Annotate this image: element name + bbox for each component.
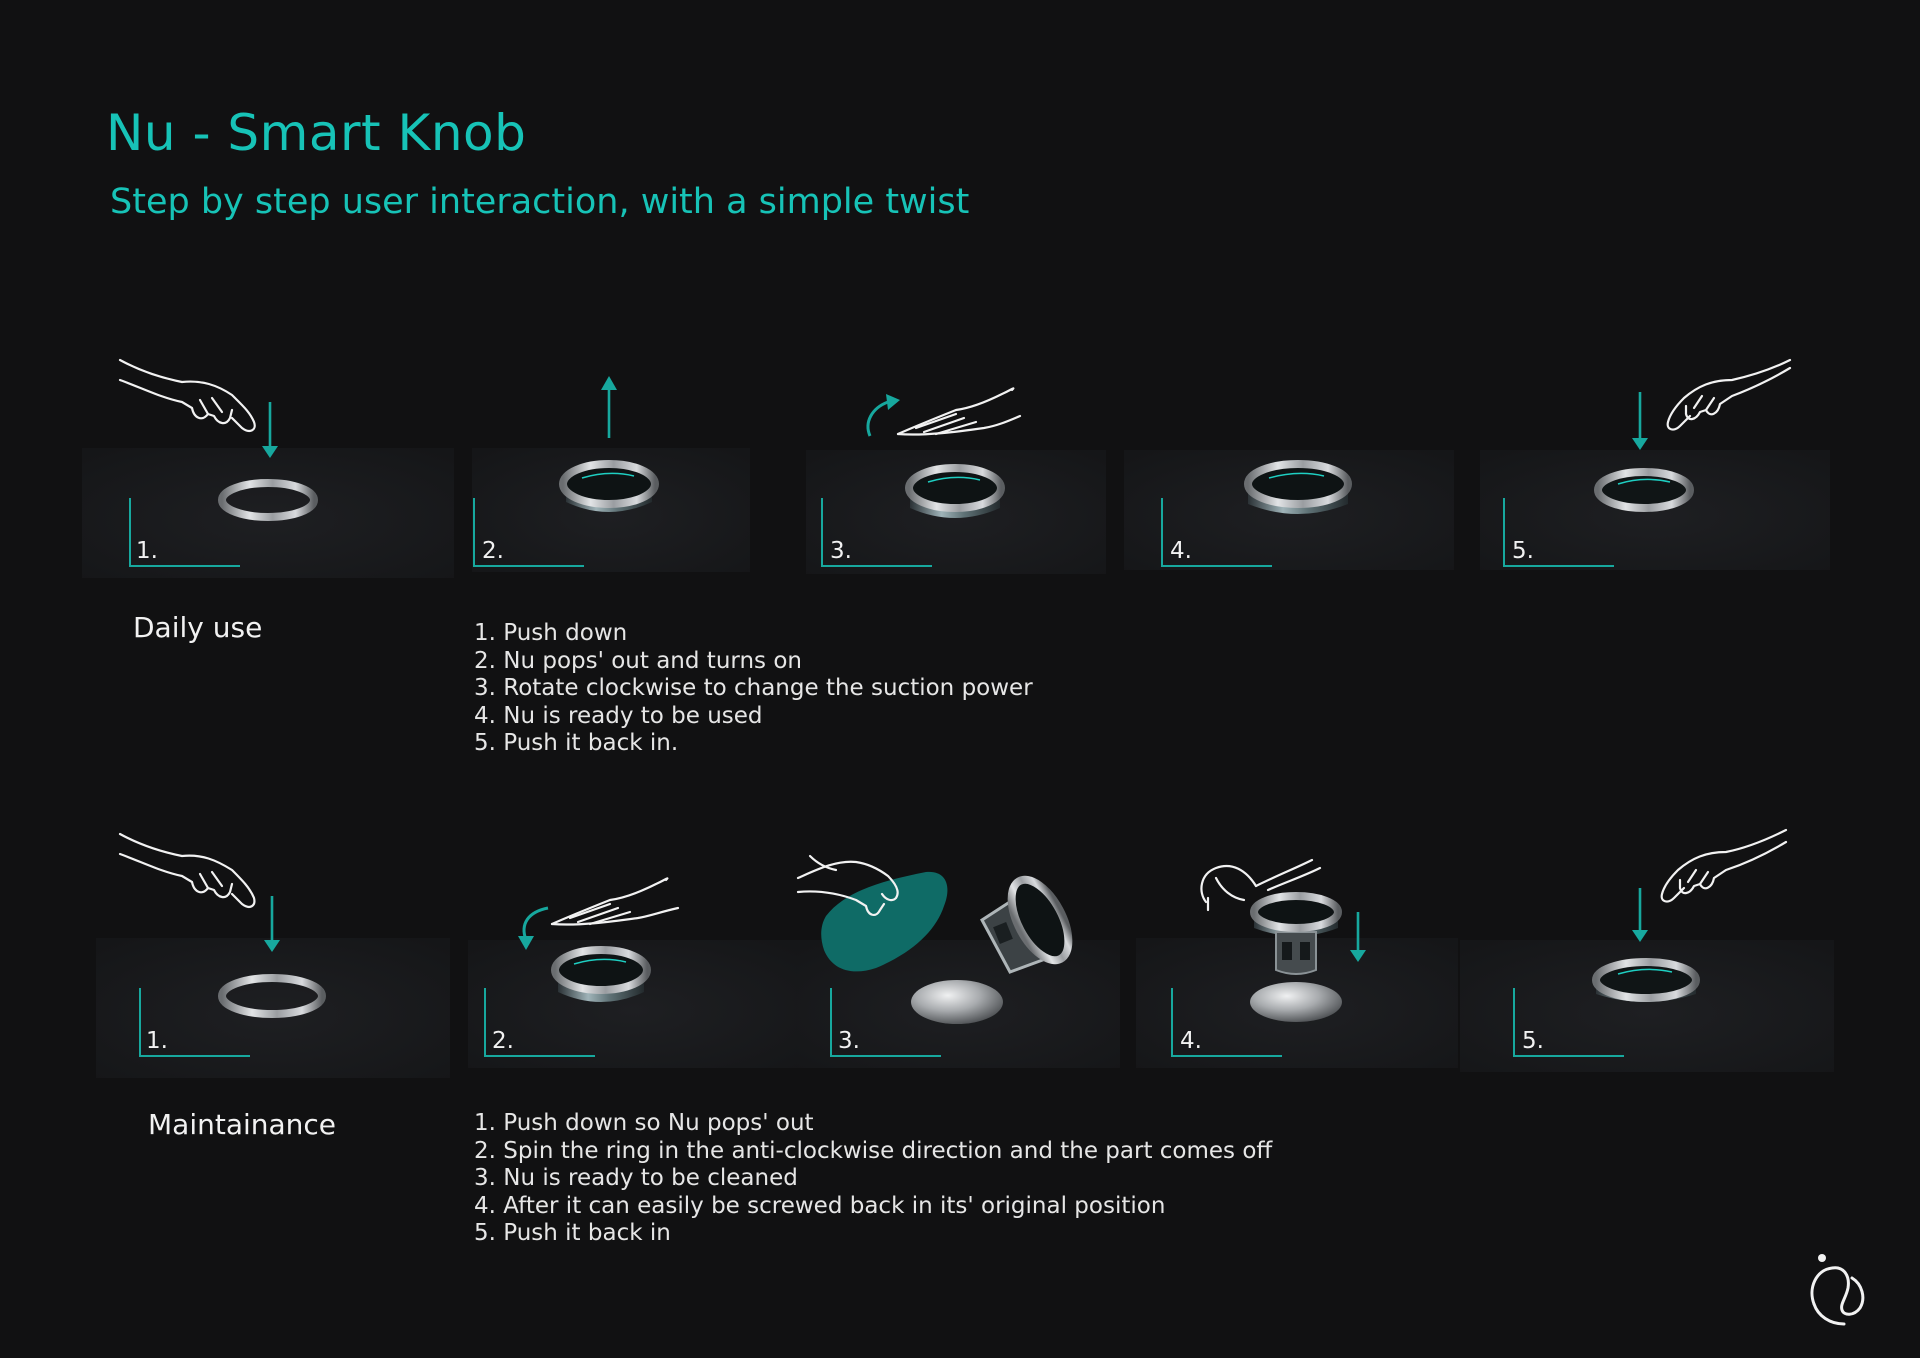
step-item: 2. Nu pops' out and turns on <box>474 647 802 674</box>
arrow-down-icon <box>1632 888 1648 942</box>
step-item: 5. Push it back in <box>474 1220 671 1246</box>
maintenance-panel-3 <box>796 820 1120 1072</box>
daily-use-label: Daily use <box>133 611 263 644</box>
daily-panel-3 <box>806 330 1106 578</box>
step-item: 2. Spin the ring in the anti-clockwise direction and the part comes off <box>474 1137 1273 1164</box>
daily-panel-5 <box>1480 330 1830 578</box>
daily-panel-1 <box>82 330 454 578</box>
panel-number: 4. <box>1180 1028 1202 1054</box>
hand-pointing-icon <box>1662 830 1786 901</box>
maintenance-panel-1 <box>96 820 450 1082</box>
maintenance-panel-4 <box>1136 820 1458 1072</box>
step-item: 4. After it can easily be screwed back in its' original position <box>474 1192 1166 1219</box>
flush-ring-icon <box>1596 472 1692 510</box>
arrow-down-icon <box>264 896 280 952</box>
step-item: 1. Push down so Nu pops' out <box>474 1110 814 1136</box>
rotate-clockwise-arrow-icon <box>868 394 900 436</box>
hand-pointing-icon <box>1668 360 1790 429</box>
panel-number: 5. <box>1512 538 1534 564</box>
step-item: 5. Push it back in. <box>474 730 679 756</box>
daily-use-steps <box>474 620 1033 758</box>
flush-ring-icon <box>1596 962 1696 1002</box>
daily-panel-2 <box>472 330 750 578</box>
arrow-down-icon <box>1632 392 1648 450</box>
panel-number: 3. <box>830 538 852 564</box>
panel-number: 3. <box>838 1028 860 1054</box>
panel-number: 2. <box>492 1028 514 1054</box>
nu-logo-icon <box>1800 1250 1880 1330</box>
daily-panel-4 <box>1124 330 1454 578</box>
maintenance-panel-2 <box>468 820 798 1072</box>
panel-number: 2. <box>482 538 504 564</box>
maintenance-steps <box>474 1110 1272 1248</box>
popped-knob-icon <box>555 950 647 1002</box>
panel-number: 1. <box>146 1028 168 1054</box>
hand-flat-icon <box>552 878 678 924</box>
popped-knob-icon <box>1248 464 1348 514</box>
panel-number: 4. <box>1170 538 1192 564</box>
hand-pointing-icon <box>120 360 255 431</box>
maintenance-label: Maintainance <box>148 1108 337 1141</box>
page-subtitle: Step by step user interaction, with a simple twist <box>110 182 970 222</box>
hand-pointing-icon <box>120 834 254 907</box>
panel-number: 1. <box>136 538 158 564</box>
step-item: 4. Nu is ready to be used <box>474 702 763 729</box>
step-item: 3. Rotate clockwise to change the suction power <box>474 675 1033 701</box>
maintenance-panel-5 <box>1460 820 1834 1076</box>
popped-knob-icon <box>909 468 1001 518</box>
page-title: Nu - Smart Knob <box>106 104 527 162</box>
step-item: 1. Push down <box>474 620 628 646</box>
step-item: 3. Nu is ready to be cleaned <box>474 1165 798 1191</box>
popped-knob-icon <box>563 464 655 512</box>
arrow-up-icon <box>601 376 617 438</box>
hand-flat-icon <box>898 388 1020 434</box>
panel-number: 5. <box>1522 1028 1544 1054</box>
